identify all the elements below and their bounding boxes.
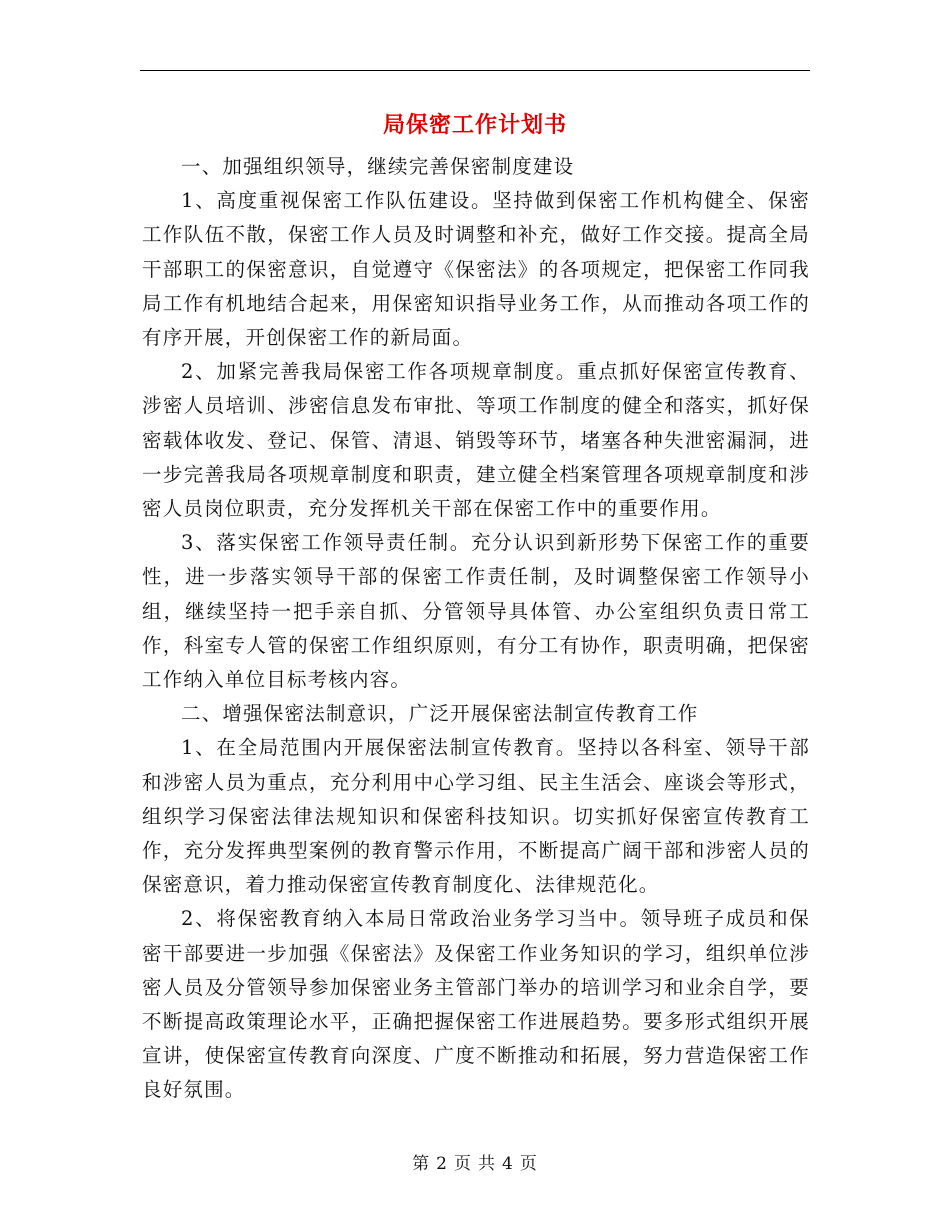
document-body — [142, 150, 810, 1108]
paragraph: 1、高度重视保密工作队伍建设。坚持做到保密工作机构健全、保密工作队伍不散，保密工作人员及时调整和补充，做好工作交接。提高全局干部职工的保密意识，自觉遵守《保密法》的各项规定，把保密工作同我局工作有机地结合起来，用保密知识指导业务工作，从而推动各项工作的有序开展，开创保密工作的新局面。 — [142, 189, 810, 350]
paragraph: 1、在全局范围内开展保密法制宣传教育。坚持以各科室、领导干部和涉密人员为重点，充分利用中心学习组、民主生活会、座谈会等形式，组织学习保密法律法规知识和保密科技知识。切实抓好保密宣传教育工作，充分发挥典型案例的教育警示作用，不断提高广阔干部和涉密人员的保密意识，着力推动保密宣传教育制度化、法律规范化。 — [142, 736, 810, 897]
page-footer — [140, 1152, 810, 1176]
footer-total-prefix: 共 — [478, 1154, 496, 1174]
footer-suffix: 页 — [519, 1154, 538, 1174]
footer-page-word: 页 — [454, 1154, 472, 1174]
footer-total-pages: 4 — [502, 1154, 514, 1174]
paragraph: 3、落实保密工作领导责任制。充分认识到新形势下保密工作的重要性，进一步落实领导干部的保密工作责任制，及时调整保密工作领导小组，继续坚持一把手亲自抓、分管领导具体管、办公室组织负责日常工作，科室专人管的保密工作组织原则，有分工有协作，职责明确，把保密工作纳入单位目标考核内容。 — [142, 531, 810, 692]
section-heading-2: 二、增强保密法制意识，广泛开展保密法制宣传教育工作 — [181, 702, 699, 726]
footer-prefix: 第 — [412, 1154, 431, 1174]
document-title: 局保密工作计划书 — [382, 112, 567, 138]
footer-current-page: 2 — [436, 1154, 448, 1174]
paragraph: 2、加紧完善我局保密工作各项规章制度。重点抓好保密宣传教育、涉密人员培训、涉密信息发布审批、等项工作制度的健全和落实，抓好保密载体收发、登记、保管、清退、销毁等环节，堵塞各种失泄密漏洞，进一步完善我局各项规章制度和职责，建立健全档案管理各项规章制度和涉密人员岗位职责，充分发挥机关干部在保密工作中的重要作用。 — [142, 360, 810, 521]
paragraph: 2、将保密教育纳入本局日常政治业务学习当中。领导班子成员和保密干部要进一步加强《保密法》及保密工作业务知识的学习，组织单位涉密人员及分管领导参加保密业务主管部门举办的培训学习和业余自学，要不断提高政策理论水平，正确把握保密工作进展趋势。要多形式组织开展宣讲，使保密宣传教育向深度、广度不断推动和拓展，努力营造保密工作良好氛围。 — [142, 907, 810, 1102]
section-heading-1: 一、加强组织领导，继续完善保密制度建设 — [181, 155, 575, 178]
header-rule — [140, 70, 810, 71]
